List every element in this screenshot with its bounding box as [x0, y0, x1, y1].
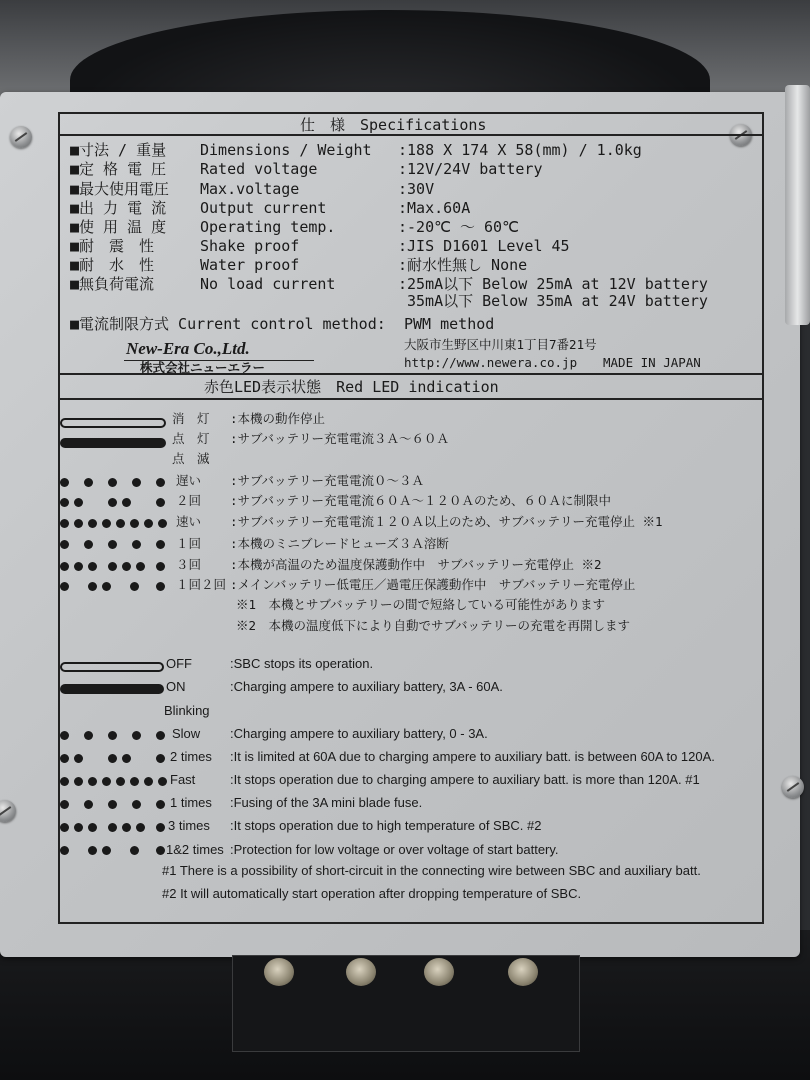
led-dot: [156, 478, 165, 487]
jp-led-label: ２回: [176, 493, 202, 508]
led-dot: [156, 498, 165, 507]
made-in-label: MADE IN JAPAN: [603, 355, 701, 370]
terminal-bolt-icon: [264, 958, 294, 986]
led-dot: [102, 519, 111, 528]
spec-title: 仕 様 Specifications: [300, 116, 487, 134]
led-dot: [74, 823, 83, 832]
screw-icon: [10, 126, 32, 148]
led-dot: [108, 823, 117, 832]
jp-led-label: ３回: [176, 557, 202, 572]
led-header-divider: [58, 398, 764, 400]
spec-en: Max.voltage: [200, 180, 300, 198]
led-dot: [156, 800, 165, 809]
en-led-label: OFF: [166, 656, 192, 671]
led-section-title: 赤色LED表示状態 Red LED indication: [204, 378, 499, 396]
en-note-1: #1 There is a possibility of short-circuit in the connecting wire between SBC and auxiliary batt.: [162, 863, 701, 878]
led-dot: [130, 582, 139, 591]
led-dot: [102, 777, 111, 786]
spec-value: :耐水性無し None: [398, 256, 528, 274]
led-dot: [132, 800, 141, 809]
spec-value: :12V/24V battery: [398, 160, 543, 178]
control-method-value: PWM method: [404, 315, 495, 333]
led-dot: [108, 540, 117, 549]
spec-jp: ■寸法 / 重量: [70, 141, 167, 159]
en-led-label: 2 times: [170, 749, 212, 764]
led-dot: [132, 731, 141, 740]
led-dot: [74, 519, 83, 528]
led-dot: [84, 800, 93, 809]
jp-led-label: 速い: [176, 514, 202, 529]
terminal-bolt-icon: [508, 958, 538, 986]
led-dot: [74, 777, 83, 786]
jp-led-label: 点 灯: [172, 431, 210, 446]
led-dot: [156, 582, 165, 591]
company-url: http://www.newera.co.jp: [404, 355, 578, 370]
jp-led-desc: :メインバッテリー低電圧／過電圧保護動作中 サブバッテリー充電停止: [230, 577, 636, 592]
led-dot: [156, 731, 165, 740]
spec-en: Shake proof: [200, 237, 300, 255]
control-method-label: ■電流制限方式 Current control method:: [70, 315, 386, 333]
led-dot: [156, 562, 165, 571]
led-dot: [122, 562, 131, 571]
jp-led-desc: :本機が高温のため温度保護動作中 サブバッテリー充電停止 ※2: [230, 557, 602, 572]
spec-value: :JIS D1601 Level 45: [398, 237, 570, 255]
led-dot: [60, 519, 69, 528]
terminal-bolt-icon: [424, 958, 454, 986]
led-dot: [116, 777, 125, 786]
led-dot: [130, 777, 139, 786]
led-dot: [88, 823, 97, 832]
led-dot: [60, 754, 69, 763]
led-dot: [122, 823, 131, 832]
led-dot: [108, 731, 117, 740]
jp-led-desc: :本機の動作停止: [230, 411, 326, 426]
led-dot: [156, 823, 165, 832]
led-dot: [144, 777, 153, 786]
led-off-indicator: [60, 662, 164, 672]
led-dot: [84, 731, 93, 740]
spec-value: :188 X 174 X 58(mm) / 1.0kg: [398, 141, 642, 159]
led-dot: [156, 846, 165, 855]
spec-jp: ■耐 震 性: [70, 237, 155, 255]
en-led-desc: :It stops operation due to high temperature of SBC. #2: [230, 818, 542, 833]
led-dot: [88, 846, 97, 855]
en-led-desc: :Protection for low voltage or over voltage of start battery.: [230, 842, 559, 857]
led-on-indicator: [60, 684, 164, 694]
screw-icon: [782, 776, 804, 798]
spec-en: Output current: [200, 199, 327, 217]
led-dot: [84, 540, 93, 549]
spec-jp: ■定 格 電 圧: [70, 160, 167, 178]
led-dot: [132, 540, 141, 549]
led-dot: [158, 519, 167, 528]
led-dot: [102, 846, 111, 855]
led-dot: [60, 777, 69, 786]
led-dot: [116, 519, 125, 528]
spec-value: :-20℃ ～ 60℃: [398, 218, 519, 236]
led-off-indicator: [60, 418, 166, 428]
led-dot: [88, 562, 97, 571]
spec-en: No load current: [200, 275, 336, 293]
spec-jp: ■使 用 温 度: [70, 218, 167, 236]
jp-led-desc: :サブバッテリー充電電流６０Ａ～１２０Ａのため、６０Ａに制限中: [230, 493, 612, 508]
jp-led-label: 点 滅: [172, 451, 210, 466]
led-dot: [102, 582, 111, 591]
en-led-desc: :Fusing of the 3A mini blade fuse.: [230, 795, 423, 810]
spec-en: Dimensions / Weight: [200, 141, 372, 159]
en-led-label: Fast: [170, 772, 196, 787]
led-dot: [108, 754, 117, 763]
led-dot: [60, 498, 69, 507]
en-led-desc: :It stops operation due to charging ampere to auxiliary batt. is more than 120A. #1: [230, 772, 700, 787]
led-dot: [122, 498, 131, 507]
jp-led-label: １回: [176, 536, 202, 551]
led-on-indicator: [60, 438, 166, 448]
spec-jp: ■耐 水 性: [70, 256, 155, 274]
led-dot: [144, 519, 153, 528]
led-dot: [60, 800, 69, 809]
spec-en: Rated voltage: [200, 160, 318, 178]
company-name-jp: 株式会社ニューエラー: [140, 360, 266, 375]
led-dot: [74, 562, 83, 571]
spec-en: Operating temp.: [200, 218, 336, 236]
led-dot: [84, 478, 93, 487]
jp-led-desc: :サブバッテリー充電電流１２０Ａ以上のため、サブバッテリー充電停止 ※1: [230, 514, 663, 529]
jp-led-label: 遅い: [176, 473, 202, 488]
spec-extra-line: 35mA以下 Below 35mA at 24V battery: [407, 292, 708, 310]
led-dot: [130, 519, 139, 528]
en-led-label: 1&2 times: [166, 842, 224, 857]
led-dot: [60, 540, 69, 549]
en-led-label: ON: [166, 679, 186, 694]
led-dot: [156, 754, 165, 763]
en-led-desc: :Charging ampere to auxiliary battery, 3A - 60A.: [230, 679, 503, 694]
en-led-label: Blinking: [164, 703, 210, 718]
jp-led-desc: :サブバッテリー充電電流０～３Ａ: [230, 473, 425, 488]
led-dot: [132, 478, 141, 487]
led-dot: [88, 777, 97, 786]
header-divider: [58, 134, 764, 136]
jp-note-2: ※2 本機の温度低下により自動でサブバッテリーの充電を再開します: [236, 618, 631, 633]
company-address: 大阪市生野区中川東1丁目7番21号: [404, 337, 597, 352]
led-dot: [156, 540, 165, 549]
jp-led-label: １回２回: [176, 577, 227, 592]
led-dot: [74, 754, 83, 763]
led-dot: [108, 498, 117, 507]
led-dot: [136, 823, 145, 832]
en-led-desc: :Charging ampere to auxiliary battery, 0 - 3A.: [230, 726, 488, 741]
jp-led-desc: :サブバッテリー充電電流３Ａ～６０Ａ: [230, 431, 450, 446]
en-led-label: 1 times: [170, 795, 212, 810]
led-dot: [122, 754, 131, 763]
spec-jp: ■最大使用電圧: [70, 180, 170, 198]
led-dot: [60, 846, 69, 855]
led-dot: [158, 777, 167, 786]
spec-en: Water proof: [200, 256, 300, 274]
company-logo: New-Era Co.,Ltd.: [126, 339, 250, 358]
spec-value: :Max.60A: [398, 199, 471, 217]
led-dot: [88, 519, 97, 528]
led-dot: [108, 562, 117, 571]
spec-value: :30V: [398, 180, 435, 198]
led-dot: [108, 800, 117, 809]
led-dot: [136, 562, 145, 571]
mounting-bracket: [785, 85, 810, 325]
led-dot: [60, 582, 69, 591]
led-dot: [60, 731, 69, 740]
led-dot: [88, 582, 97, 591]
en-led-label: 3 times: [168, 818, 210, 833]
led-dot: [108, 478, 117, 487]
en-note-2: #2 It will automatically start operation after dropping temperature of SBC.: [162, 886, 582, 901]
led-dot: [60, 562, 69, 571]
jp-note-1: ※1 本機とサブバッテリーの間で短絡している可能性があります: [236, 597, 606, 612]
led-dot: [130, 846, 139, 855]
spec-jp: ■出 力 電 流: [70, 199, 167, 217]
jp-led-desc: :本機のミニブレードヒューズ３Ａ溶断: [230, 536, 449, 551]
terminal-bolt-icon: [346, 958, 376, 986]
spec-jp: ■無負荷電流: [70, 275, 155, 293]
en-led-desc: :It is limited at 60A due to charging ampere to auxiliary batt. is between 60A to 120A.: [230, 749, 715, 764]
led-dot: [74, 498, 83, 507]
en-led-label: Slow: [172, 726, 201, 741]
en-led-desc: :SBC stops its operation.: [230, 656, 374, 671]
jp-led-label: 消 灯: [172, 411, 210, 426]
led-dot: [60, 478, 69, 487]
spec-value: :25mA以下 Below 25mA at 12V battery: [398, 275, 708, 293]
led-dot: [60, 823, 69, 832]
